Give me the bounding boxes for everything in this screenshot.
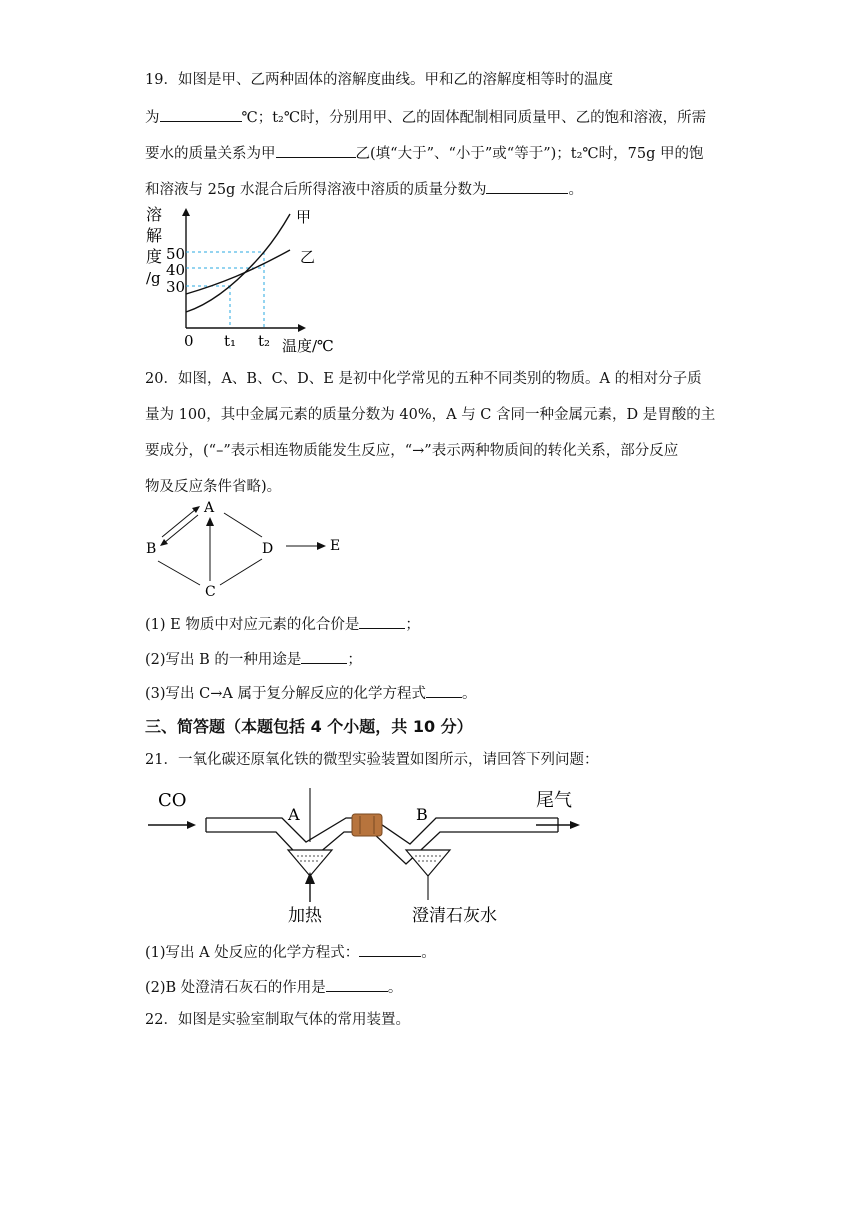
- q19-line3-text-b: 乙(填“大于”、“小于”或“等于”)；t₂℃时，75g 甲的饱: [355, 146, 704, 162]
- q22-line-1: 22．如图是实验室制取气体的常用装置。: [145, 1012, 410, 1028]
- graph-x-arrow: [298, 324, 306, 332]
- q20-sub-2: [145, 648, 362, 670]
- label-b: B: [416, 805, 428, 824]
- q20-sub-3: [145, 682, 476, 704]
- glass-tube-inner: [206, 832, 558, 864]
- solubility-graph: [140, 200, 360, 360]
- q20-line-2: 量为 100，其中金属元素的质量分数为 40%，A 与 C 含同一种金属元素，D 是胃酸的主: [145, 407, 716, 423]
- q21-sub2-text-b: 。: [387, 980, 403, 996]
- q19-line-1: 19．如图是甲、乙两种固体的溶解度曲线。甲和乙的溶解度相等时的温度: [145, 72, 613, 88]
- q19-line4-text-b: 。: [568, 182, 583, 198]
- graph-ylabel-char-3: 度: [146, 247, 163, 266]
- rubber-connector: [352, 814, 382, 836]
- graph-ylabel-char-1: 溶: [146, 205, 163, 224]
- q21-sub1-text-b: 。: [421, 945, 436, 961]
- node-b: B: [146, 541, 157, 557]
- q20-line-1: 20．如图，A、B、C、D、E 是初中化学常见的五种不同类别的物质。A 的相对分子质: [145, 371, 702, 387]
- label-heat: 加热: [288, 906, 322, 926]
- q19-line2-text-b: ℃；t₂℃时，分别用甲、乙的固体配制相同质量甲、乙的饱和溶液，所需: [241, 110, 707, 126]
- q20-blank-1[interactable]: [359, 613, 405, 629]
- line-b-c: [158, 561, 200, 585]
- curve-jia: [186, 214, 290, 312]
- q19-line-2: [145, 106, 706, 128]
- graph-ylabel-char-2: 解: [146, 226, 163, 245]
- q19-blank-2[interactable]: [276, 142, 356, 158]
- graph-ytick-30: 30: [166, 278, 186, 296]
- q21-sub1-text-a: (1)写出 A 处反应的化学方程式：: [145, 945, 360, 961]
- q20-sub-1: [145, 613, 420, 635]
- q19-line-4: [145, 178, 583, 200]
- q20-sub3-text-b: 。: [461, 686, 477, 702]
- graph-ylabel-char-4: /g: [146, 269, 161, 287]
- line-c-d: [220, 559, 262, 585]
- graph-curve-jia-label: 甲: [296, 208, 312, 226]
- graph-xlabel: 温度/℃: [282, 337, 334, 355]
- q21-line-1: 21．一氧化碳还原氧化铁的微型实验装置如图所示，请回答下列问题：: [145, 752, 599, 768]
- q20-line-3: 要成分，(“–”表示相连物质能发生反应，“→”表示两种物质间的转化关系，部分反应: [145, 443, 679, 459]
- label-limewater: 澄清石灰水: [412, 906, 497, 926]
- q19-line3-text-a: 要水的质量关系为甲: [145, 146, 276, 162]
- q19-blank-1[interactable]: [160, 106, 242, 122]
- arrow-a-to-b: [164, 515, 198, 543]
- q19-blank-3[interactable]: [486, 178, 568, 194]
- exhaust-arrow-head: [570, 821, 580, 829]
- q20-blank-2[interactable]: [301, 648, 347, 664]
- graph-curve-yi-label: 乙: [300, 248, 316, 266]
- label-co: CO: [158, 790, 187, 811]
- label-exhaust: 尾气: [536, 790, 572, 811]
- q20-sub2-text-b: ；: [347, 652, 362, 668]
- node-a: A: [204, 500, 215, 516]
- q21-sub-2: [145, 976, 402, 998]
- curve-yi: [186, 250, 290, 294]
- q20-sub3-text-a: (3)写出 C→A 属于复分解反应的化学方程式: [145, 686, 426, 702]
- co-reduction-apparatus: [140, 780, 610, 930]
- q19-line-3: [145, 142, 704, 164]
- graph-xtick-t1: t₁: [224, 332, 237, 350]
- label-a: A: [288, 805, 300, 824]
- graph-y-arrow: [182, 208, 190, 216]
- q21-blank-2[interactable]: [326, 976, 388, 992]
- q20-sub1-text-b: ；: [405, 617, 420, 633]
- node-d: D: [262, 541, 274, 557]
- co-inlet-arrow-head: [187, 821, 196, 829]
- q21-sub-1: [145, 941, 436, 963]
- q20-blank-3[interactable]: [426, 682, 462, 698]
- node-c: C: [205, 584, 216, 600]
- q21-sub2-text-a: (2)B 处澄清石灰石的作用是: [145, 980, 326, 996]
- graph-origin: 0: [184, 332, 194, 350]
- well-b: [406, 850, 450, 876]
- q21-blank-1[interactable]: [359, 941, 421, 957]
- arrow-b-to-a: [162, 509, 196, 537]
- q20-sub2-text-a: (2)写出 B 的一种用途是: [145, 652, 302, 668]
- arrow-c-to-a-head: [206, 517, 214, 526]
- q19-line2-text-a: 为: [145, 110, 160, 126]
- heat-arrow-head: [305, 872, 315, 884]
- node-e: E: [330, 538, 341, 554]
- graph-xtick-t2: t₂: [258, 332, 271, 350]
- line-a-d: [224, 513, 262, 537]
- q20-sub1-text-a: (1) E 物质中对应元素的化合价是: [145, 617, 360, 633]
- q19-line4-text-a: 和溶液与 25g 水混合后所得溶液中溶质的质量分数为: [145, 182, 487, 198]
- graph-ytick-50: 50: [166, 245, 186, 263]
- section-3-heading: 三、简答题（本题包括 4 个小题，共 10 分）: [145, 717, 473, 736]
- arrow-d-to-e-head: [317, 542, 326, 550]
- graph-ytick-40: 40: [166, 261, 186, 279]
- q20-line-4: 物及反应条件省略)。: [145, 479, 282, 495]
- relation-diagram: [140, 495, 360, 605]
